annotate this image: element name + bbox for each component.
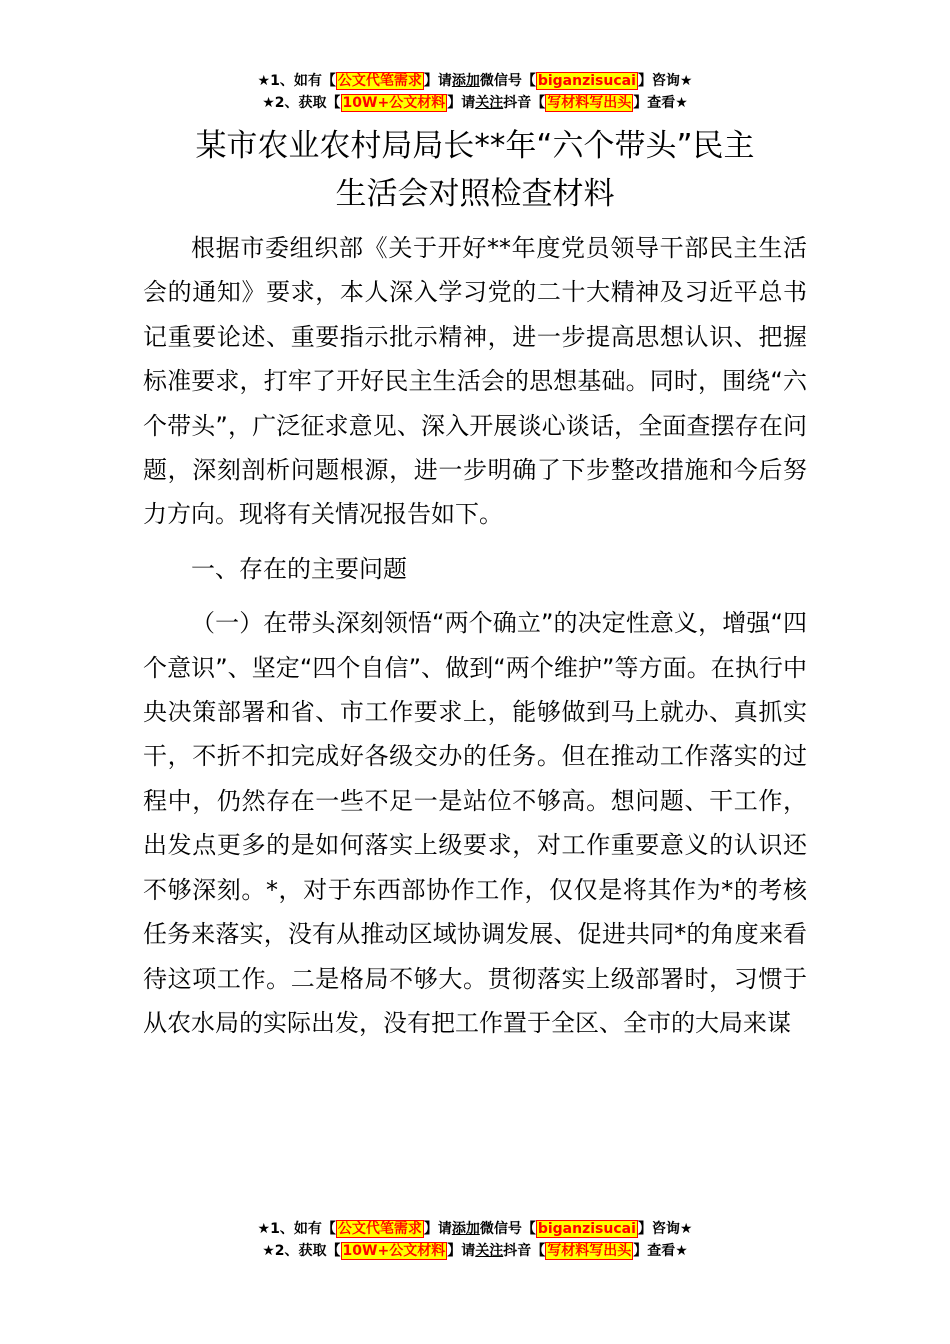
star-icon: ★ (679, 73, 693, 89)
promo-line-2: ★2、获取【 10W+公文材料 】请关注抖音【 写材料写出头 】查看★ (262, 95, 688, 111)
star-icon: ★ (262, 95, 275, 111)
highlight-wechat-id: biganzisucai (537, 1221, 636, 1237)
highlight-service: 公文代笔需求 (337, 1221, 422, 1237)
document-body (143, 226, 807, 1045)
highlight-materials: 10W+公文材料 (342, 1243, 446, 1259)
section-heading: 一、存在的主要问题 (191, 554, 407, 583)
star-icon: ★ (257, 1221, 271, 1237)
star-icon: ★ (257, 73, 271, 89)
intro-paragraph: 根据市委组织部《关于开好**年度党员领导干部民主生活会的通知》要求，本人深入学习党的二十大精神及习近平总书记重要论述、重要指示批示精神，进一步提高思想认识、把握标准要求，打牢了开好民主生活会的思想基础。同时，围绕“六个带头”，广泛征求意见、深入开展谈心谈话，全面查摆存在问题，深刻剖析问题根源，进一步明确了下步整改措施和今后努力方向。现将有关情况报告如下。 (143, 234, 807, 529)
star-icon: ★ (679, 1221, 693, 1237)
promo-line-1: ★1、如有【 公文代笔需求 】请添加微信号【 biganzisucai 】咨询★ (257, 1221, 693, 1237)
star-icon: ★ (262, 1243, 275, 1259)
highlight-douyin: 写材料写出头 (547, 95, 632, 111)
star-icon: ★ (675, 95, 688, 111)
highlight-materials: 10W+公文材料 (342, 95, 446, 111)
promo-banner-top (0, 70, 950, 114)
document-title (120, 122, 830, 218)
title-line-1: 某市农业农村局局长**年“六个带头”民主 (195, 128, 755, 164)
issue-paragraph: （一）在带头深刻领悟“两个确立”的决定性意义，增强“四个意识”、坚定“四个自信”、做到“两个维护”等方面。在执行中央决策部署和省、市工作要求上，能够做到马上就办、真抓实干，不折不扣完成好各级交办的任务。但在推动工作落实的过程中，仍然存在一些不足一是站位不够高。想问题、干工作，出发点更多的是如何落实上级要求，对工作重要意义的认识还不够深刻。*，对于东西部协作工作，仅仅是将其作为*的考核任务来落实，没有从推动区域协调发展、促进共同*的角度来看待这项工作。二是格局不够大。贯彻落实上级部署时，习惯于从农水局的实际出发，没有把工作置于全区、全市的大局来谋 (143, 609, 807, 1037)
promo-banner-bottom (0, 1218, 950, 1262)
promo-line-1: ★1、如有【 公文代笔需求 】请添加微信号【 biganzisucai 】咨询★ (257, 73, 693, 89)
star-icon: ★ (675, 1243, 688, 1259)
highlight-douyin: 写材料写出头 (547, 1243, 632, 1259)
title-line-2: 生活会对照检查材料 (335, 176, 615, 212)
highlight-service: 公文代笔需求 (337, 73, 422, 89)
highlight-wechat-id: biganzisucai (537, 73, 636, 89)
promo-line-2: ★2、获取【 10W+公文材料 】请关注抖音【 写材料写出头 】查看★ (262, 1243, 688, 1259)
